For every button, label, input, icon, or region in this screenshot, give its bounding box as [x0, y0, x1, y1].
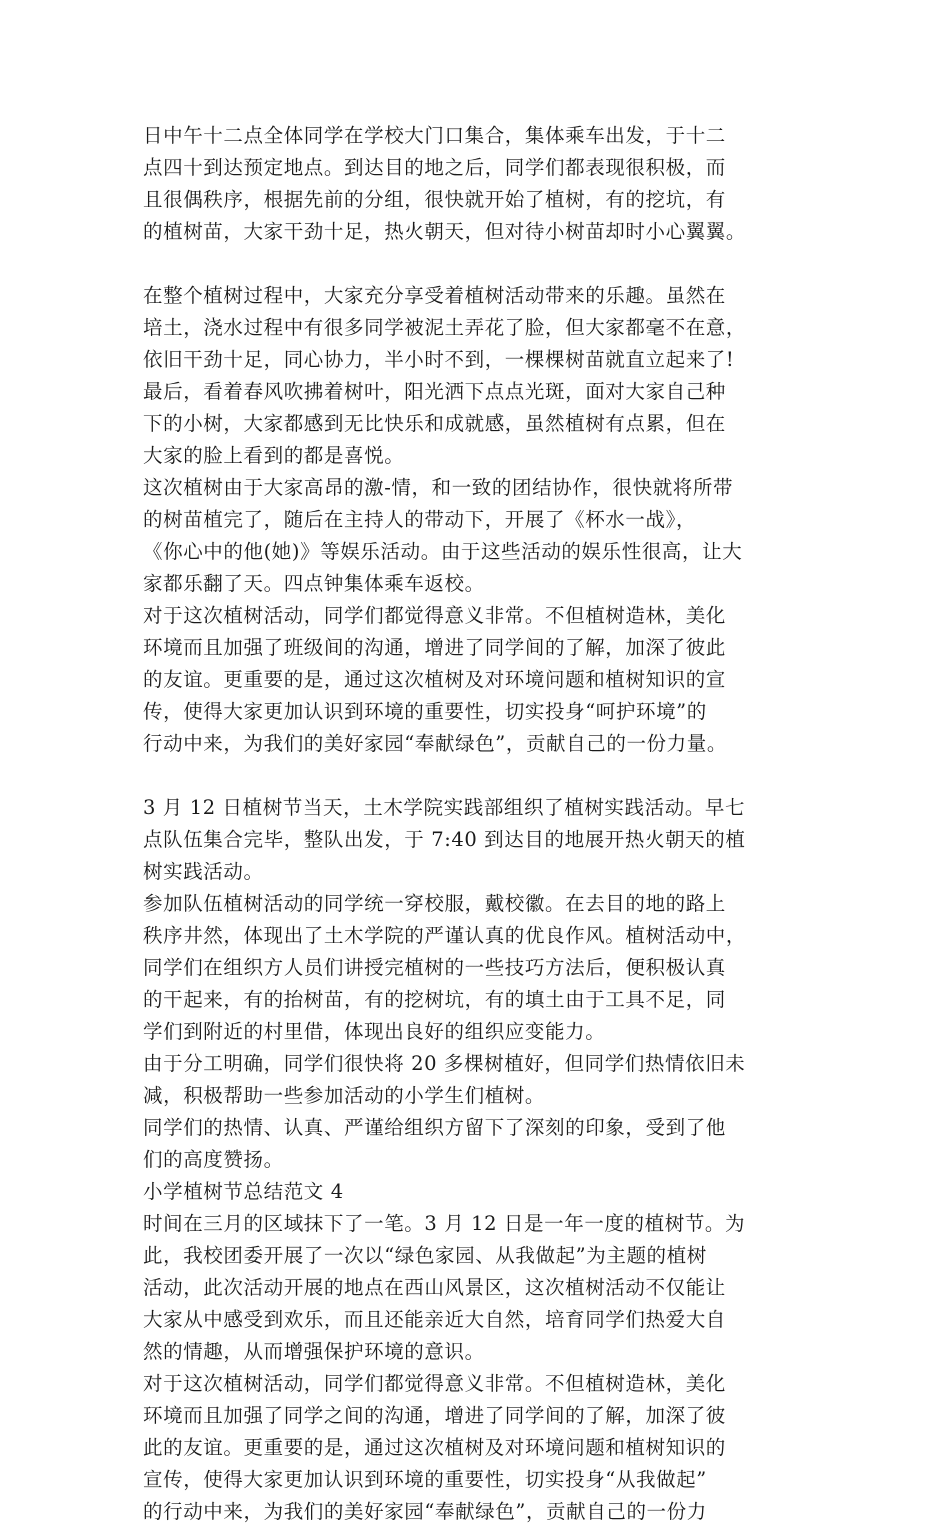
text-line: 环境而且加强了同学之间的沟通，增进了同学间的了解，加深了彼	[143, 1404, 726, 1427]
text-line: 传，使得大家更加认识到环境的重要性，切实投身“呵护环境”的	[143, 700, 707, 723]
text-line: 点四十到达预定地点。到达目的地之后，同学们都表现很积极，而	[143, 156, 726, 179]
text-line: 最后，看着春风吹拂着树叶，阳光洒下点点光斑，面对大家自己种	[143, 380, 726, 403]
text-line: 同学们在组织方人员们讲授完植树的一些技巧方法后，便积极认真	[143, 956, 726, 979]
text-line: 培土，浇水过程中有很多同学被泥土弄花了脸，但大家都毫不在意，	[143, 316, 747, 339]
paragraph-10	[143, 1368, 811, 1528]
text-line: 时间在三月的区域抹下了一笔。3 月 12 日是一年一度的植树节。为	[143, 1212, 746, 1235]
paragraph-4	[143, 600, 811, 760]
text-line: 下的小树，大家都感到无比快乐和成就感，虽然植树有点累，但在	[143, 412, 726, 435]
paragraph-6	[143, 888, 811, 1048]
paragraph-spacer	[143, 760, 811, 792]
text-line: 的行动中来，为我们的美好家园“奉献绿色”，贡献自己的一份力	[143, 1500, 707, 1523]
text-line: 环境而且加强了班级间的沟通，增进了同学间的了解，加深了彼此	[143, 636, 726, 659]
text-line: 参加队伍植树活动的同学统一穿校服，戴校徽。在去目的地的路上	[143, 892, 726, 915]
text-line: 此的友谊。更重要的是，通过这次植树及对环境问题和植树知识的	[143, 1436, 726, 1459]
section-title: 小学植树节总结范文 4	[143, 1180, 344, 1203]
text-line: 活动，此次活动开展的地点在西山风景区，这次植树活动不仅能让	[143, 1276, 726, 1299]
text-line: 的树苗植完了，随后在主持人的带动下，开展了《杯水一战》，	[143, 508, 697, 531]
text-line: 大家的脸上看到的都是喜悦。	[143, 444, 405, 467]
paragraph-spacer	[143, 248, 811, 280]
text-line: 《你心中的他(她)》等娱乐活动。由于这些活动的娱乐性很高，让大	[143, 540, 743, 563]
text-line: 行动中来，为我们的美好家园“奉献绿色”，贡献自己的一份力量。	[143, 732, 727, 755]
text-line: 对于这次植树活动，同学们都觉得意义非常。不但植树造林，美化	[143, 1372, 726, 1395]
text-line: 家都乐翻了天。四点钟集体乘车返校。	[143, 572, 485, 595]
text-line: 然的情趣，从而增强保护环境的意识。	[143, 1340, 485, 1363]
text-line: 的友谊。更重要的是，通过这次植树及对环境问题和植树知识的宣	[143, 668, 726, 691]
paragraph-3	[143, 472, 811, 600]
text-line: 对于这次植树活动，同学们都觉得意义非常。不但植树造林，美化	[143, 604, 726, 627]
text-line: 此，我校团委开展了一次以“绿色家园、从我做起”为主题的植树	[143, 1244, 707, 1267]
text-line: 日中午十二点全体同学在学校大门口集合，集体乘车出发，于十二	[143, 124, 726, 147]
text-line: 依旧干劲十足，同心协力，半小时不到，一棵棵树苗就直立起来了!	[143, 348, 735, 371]
text-line: 的干起来，有的抬树苗，有的挖树坑，有的填土由于工具不足，同	[143, 988, 726, 1011]
document-body	[143, 120, 811, 1528]
paragraph-1	[143, 120, 811, 248]
text-line: 的植树苗，大家干劲十足，热火朝天，但对待小树苗却时小心翼翼。	[143, 220, 747, 243]
paragraph-7	[143, 1048, 811, 1112]
text-line: 减，积极帮助一些参加活动的小学生们植树。	[143, 1084, 546, 1107]
text-line: 大家从中感受到欢乐，而且还能亲近大自然，培育同学们热爱大自	[143, 1308, 726, 1331]
text-line: 秩序井然，体现出了土木学院的严谨认真的优良作风。植树活动中，	[143, 924, 747, 947]
text-line: 点队伍集合完毕，整队出发，于 7:40 到达目的地展开热火朝天的植	[143, 828, 746, 851]
paragraph-5	[143, 792, 811, 888]
text-line: 们的高度赞扬。	[143, 1148, 284, 1171]
text-line: 宣传，使得大家更加认识到环境的重要性，切实投身“从我做起”	[143, 1468, 707, 1491]
text-line: 树实践活动。	[143, 860, 264, 883]
text-line: 这次植树由于大家高昂的激-情，和一致的团结协作，很快就将所带	[143, 476, 734, 499]
text-line: 且很偶秩序，根据先前的分组，很快就开始了植树，有的挖坑，有	[143, 188, 726, 211]
paragraph-8	[143, 1112, 811, 1176]
section-heading	[143, 1176, 811, 1208]
text-line: 由于分工明确，同学们很快将 20 多棵树植好，但同学们热情依旧未	[143, 1052, 746, 1075]
paragraph-9	[143, 1208, 811, 1368]
text-line: 在整个植树过程中，大家充分享受着植树活动带来的乐趣。虽然在	[143, 284, 726, 307]
text-line: 同学们的热情、认真、严谨给组织方留下了深刻的印象，受到了他	[143, 1116, 726, 1139]
text-line: 学们到附近的村里借，体现出良好的组织应变能力。	[143, 1020, 606, 1043]
paragraph-2	[143, 280, 811, 472]
text-line: 3 月 12 日植树节当天，土木学院实践部组织了植树实践活动。早七	[143, 796, 746, 819]
